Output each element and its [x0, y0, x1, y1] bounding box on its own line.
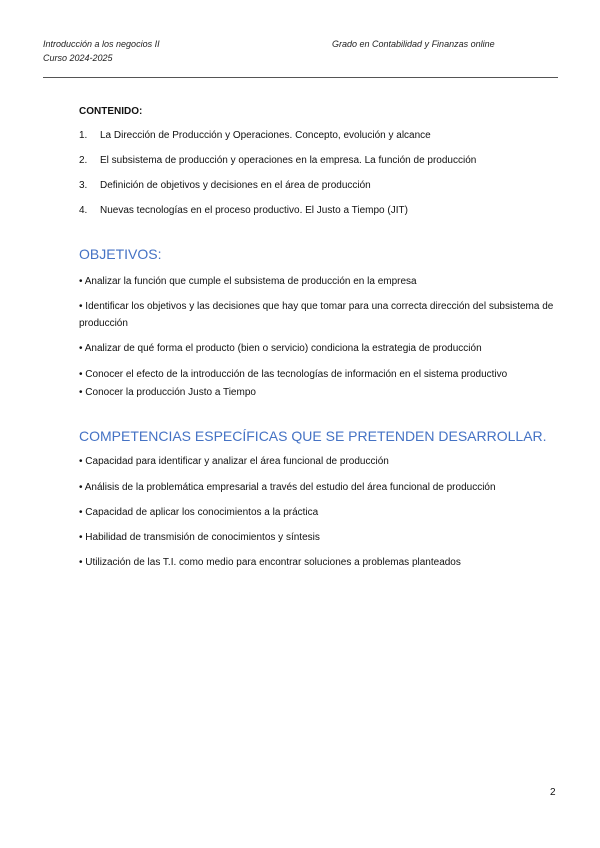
competencias-item	[79, 554, 592, 571]
competencias-item	[79, 504, 592, 521]
contenido-item-number: 1.	[79, 130, 88, 141]
bullet-icon: •	[79, 507, 83, 518]
page-number: 2	[550, 787, 556, 798]
objetivos-heading: OBJETIVOS:	[79, 246, 162, 262]
competencias-item-text: Capacidad para identificar y analizar el área funcional de producción	[85, 456, 389, 467]
contenido-item	[79, 180, 371, 191]
bullet-icon: •	[79, 532, 83, 543]
competencias-item	[79, 453, 592, 470]
contenido-item-text: El subsistema de producción y operaciones en la empresa. La función de producción	[100, 155, 477, 166]
objetivos-item-text: Analizar de qué forma el producto (bien o servicio) condiciona la estrategia de producción	[84, 343, 482, 354]
bullet-icon: •	[79, 387, 83, 398]
competencias-item-text: Análisis de la problemática empresarial a través del estudio del área funcional de producción	[84, 482, 496, 493]
objetivos-item-text: Conocer el efecto de la introducción de las tecnologías de información en el sistema productivo	[85, 369, 508, 380]
bullet-icon: •	[79, 456, 83, 467]
contenido-item-number: 2.	[79, 155, 88, 166]
contenido-title: CONTENIDO:	[79, 106, 143, 117]
bullet-icon: •	[79, 482, 83, 493]
bullet-icon: •	[79, 343, 83, 354]
competencias-item	[79, 479, 592, 496]
competencias-item	[79, 529, 592, 546]
header-academic-year: Curso 2024-2025	[43, 53, 113, 63]
bullet-icon: •	[79, 301, 83, 312]
contenido-item	[79, 205, 408, 216]
contenido-item-number: 3.	[79, 180, 88, 191]
objetivos-item	[79, 366, 592, 383]
objetivos-item-text: Analizar la función que cumple el subsistema de producción en la empresa	[84, 276, 417, 287]
header-degree-name: Grado en Contabilidad y Finanzas online	[332, 39, 495, 49]
bullet-icon: •	[79, 369, 83, 380]
contenido-item-text: Definición de objetivos y decisiones en el área de producción	[100, 180, 371, 191]
contenido-item-text: Nuevas tecnologías en el proceso productivo. El Justo a Tiempo (JIT)	[100, 205, 408, 216]
contenido-item-number: 4.	[79, 205, 88, 216]
competencias-item-text: Capacidad de aplicar los conocimientos a la práctica	[85, 507, 319, 518]
objetivos-item	[79, 298, 592, 332]
header-course-title: Introducción a los negocios II	[43, 39, 160, 49]
competencias-heading: COMPETENCIAS ESPECÍFICAS QUE SE PRETENDEN DESARROLLAR.	[79, 428, 547, 444]
bullet-icon: •	[79, 276, 83, 287]
objetivos-item	[79, 384, 592, 401]
objetivos-item	[79, 273, 592, 290]
contenido-item-text: La Dirección de Producción y Operaciones. Concepto, evolución y alcance	[100, 130, 431, 141]
competencias-item-text: Habilidad de transmisión de conocimientos y síntesis	[85, 532, 320, 543]
objetivos-item-text: Conocer la producción Justo a Tiempo	[85, 387, 256, 398]
contenido-item	[79, 130, 431, 141]
competencias-item-text: Utilización de las T.I. como medio para encontrar soluciones a problemas planteados	[85, 557, 461, 568]
objetivos-item-text: Identificar los objetivos y las decisiones que hay que tomar para una correcta dirección del subsistema de producción	[79, 301, 554, 329]
header-divider	[43, 77, 558, 78]
objetivos-item	[79, 340, 592, 357]
bullet-icon: •	[79, 557, 83, 568]
contenido-item	[79, 155, 476, 166]
